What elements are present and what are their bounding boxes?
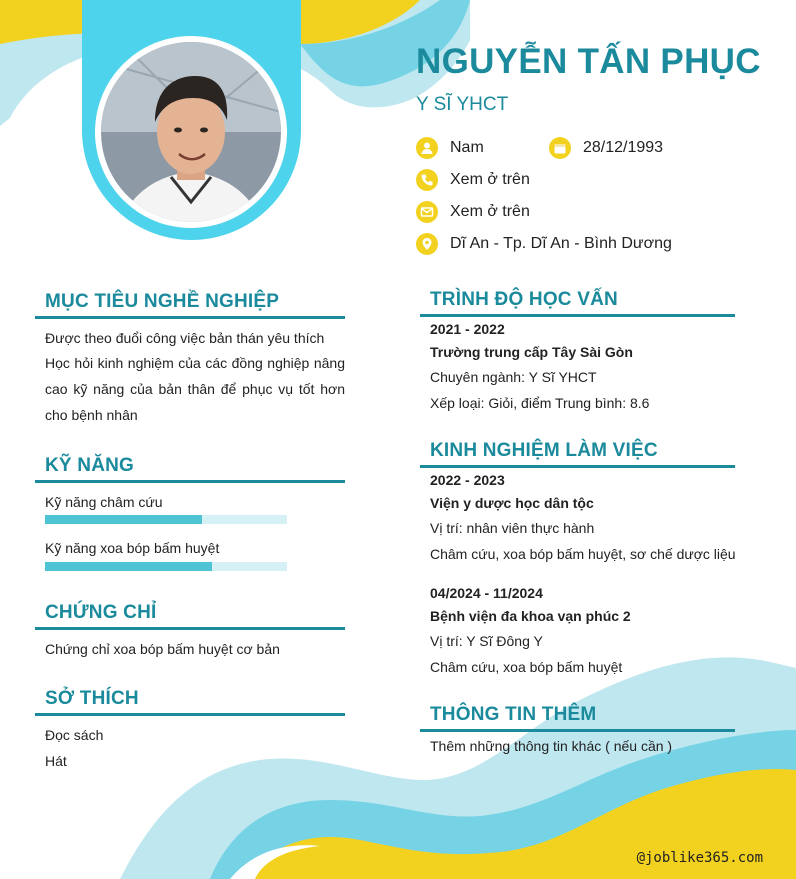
gender-text: Nam (450, 139, 484, 156)
job-description: Châm cứu, xoa bóp bấm huyệt, sơ chế dược liệu (430, 546, 736, 562)
education-divider (420, 314, 735, 317)
skills-heading: KỸ NĂNG (45, 455, 135, 476)
hobby-item: Đọc sách (45, 727, 104, 743)
address-text: Dĩ An - Tp. Dĩ An - Bình Dương (450, 235, 672, 252)
skills-divider (35, 480, 345, 483)
job-company: Bệnh viện đa khoa vạn phúc 2 (430, 608, 631, 624)
job-description: Châm cứu, xoa bóp bấm huyệt (430, 659, 623, 675)
location-pin-icon (416, 233, 438, 255)
phone-icon (416, 169, 438, 191)
education-heading: TRÌNH ĐỘ HỌC VẤN (430, 289, 618, 310)
email-text: Xem ở trên (450, 203, 530, 220)
skill-label: Kỹ năng xoa bóp bấm huyệt (45, 540, 220, 556)
experience-heading: KINH NGHIỆM LÀM VIỆC (430, 440, 658, 461)
avatar-photo (101, 42, 281, 222)
extra-info-heading: THÔNG TIN THÊM (430, 704, 597, 725)
certificates-heading: CHỨNG CHỈ (45, 602, 157, 623)
experience-divider (420, 465, 735, 468)
email-icon (416, 201, 438, 223)
education-period: 2021 - 2022 (430, 321, 505, 337)
extra-info-divider (420, 729, 735, 732)
phone-text: Xem ở trên (450, 171, 530, 188)
candidate-name: NGUYỄN TẤN PHỤC (416, 42, 761, 81)
objective-line-2: Học hỏi kinh nghiệm của các đồng nghiệp nâng cao kỹ năng của bản thân để phục vụ tốt hơn cho bệnh nhân (45, 355, 345, 423)
skill-bar-track (45, 562, 287, 571)
objective-line-1: Được theo đuổi công việc bản thán yêu thích (45, 330, 325, 346)
hobby-item: Hát (45, 753, 67, 769)
objective-divider (35, 316, 345, 319)
skill-label: Kỹ năng châm cứu (45, 494, 163, 510)
birthday-text: 28/12/1993 (583, 139, 664, 156)
skill-bar-fill (45, 515, 202, 524)
hobbies-heading: SỞ THÍCH (45, 688, 139, 709)
job-company: Viện y dược học dân tộc (430, 495, 594, 511)
job-period: 2022 - 2023 (430, 472, 505, 488)
person-icon (416, 137, 438, 159)
job-period: 04/2024 - 11/2024 (430, 585, 543, 601)
job-title: Y SĨ YHCT (416, 94, 509, 115)
job-position: Vị trí: nhân viên thực hành (430, 520, 595, 536)
education-school: Trường trung cấp Tây Sài Gòn (430, 344, 633, 360)
certificate-item: Chứng chỉ xoa bóp bấm huyệt cơ bản (45, 641, 280, 657)
certificates-divider (35, 627, 345, 630)
extra-info-text: Thêm những thông tin khác ( nếu cần ) (430, 738, 673, 754)
skill-bar-track (45, 515, 287, 524)
education-major: Chuyên ngành: Y Sĩ YHCT (430, 369, 597, 385)
hobbies-divider (35, 713, 345, 716)
education-grade: Xếp loại: Giỏi, điểm Trung bình: 8.6 (430, 395, 650, 411)
job-position: Vị trí: Y Sĩ Đông Y (430, 633, 543, 649)
calendar-icon (549, 137, 571, 159)
objective-heading: MỤC TIÊU NGHỀ NGHIỆP (45, 291, 280, 312)
skill-bar-fill (45, 562, 212, 571)
footer-handle: @joblike365.com (636, 850, 763, 866)
